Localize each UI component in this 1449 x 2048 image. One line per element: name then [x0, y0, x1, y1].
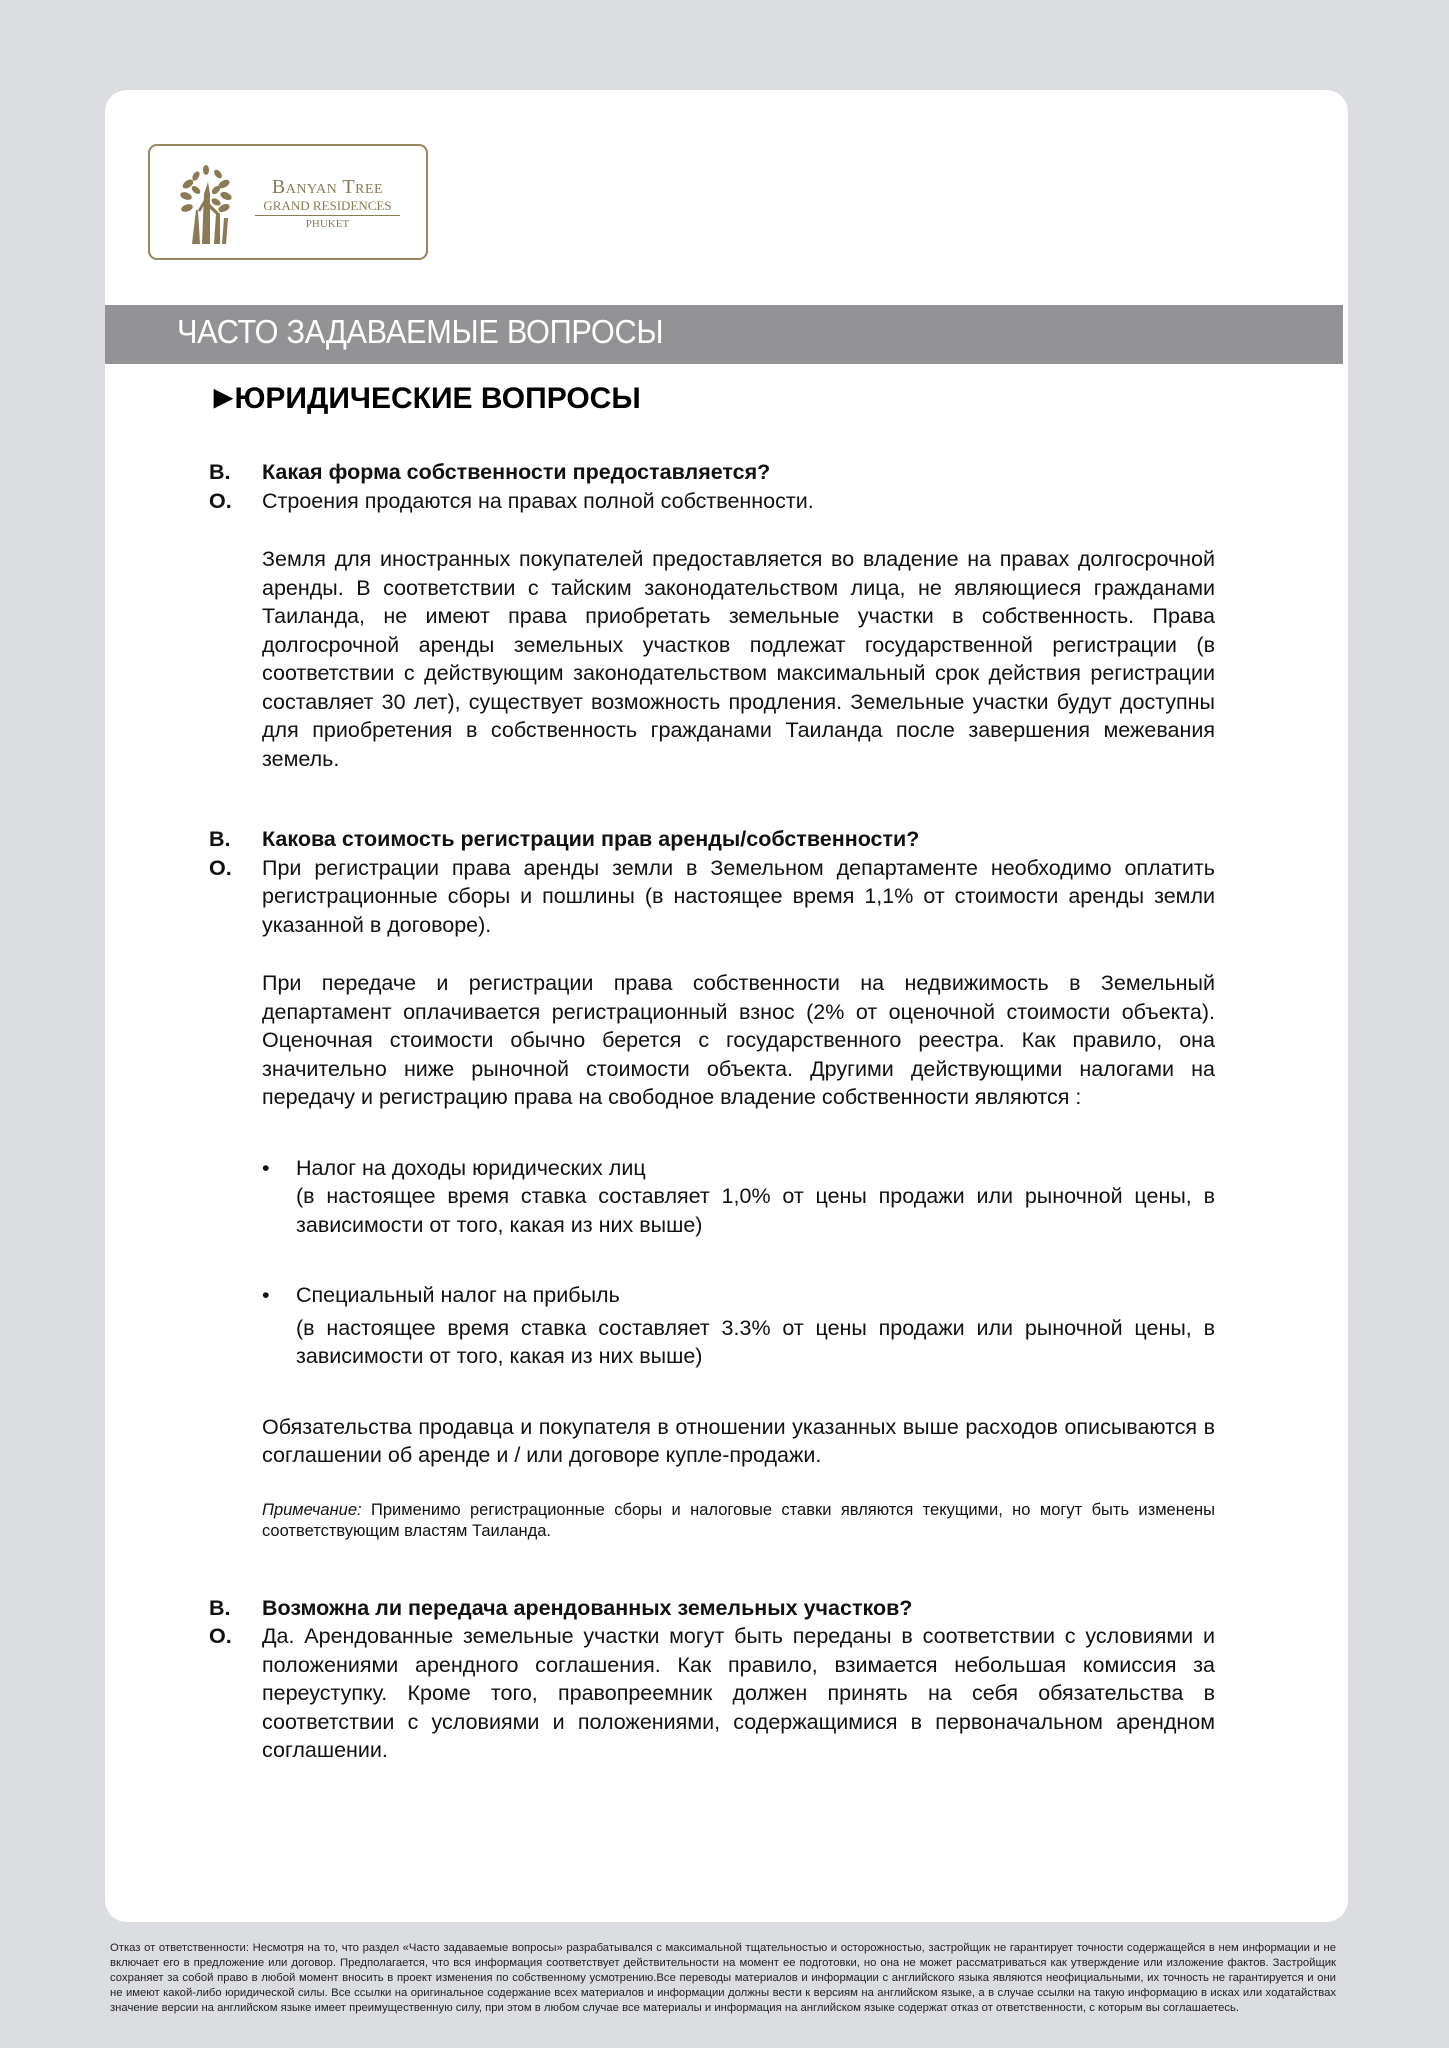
note-label: Примечание: — [262, 1500, 362, 1519]
disclaimer: Отказ от ответственности: Несмотря на то, что раздел «Часто задаваемые вопросы» разрабатывался с максимальной тщательностью и осторожностью, застройщик не гарантирует точности содержащейся в нем информации и не включает его в предложение или договор. Предполагается, что вся информация соответствует действительности на момент ее подготовки, но она не может рассматриваться как утверждение или изложение фактов. Застройщик сохраняет за собой право в любой момент вносить в проект изменения по собственному усмотрению.Все переводы материалов и информации с английского языка являются неофициальными, их точность не гарантируется и они не имеют какой-либо юридической силы. Все ссылки на оригинальное содержание всех материалов и информации должны вести к версиям на английском языке, а в случае ссылки на такую информацию в исках или ходатайствах значение версии на английском языке имеет преимущественную силу, при этом в любом случае все материалы и информация на английском языке содержат отказ от ответственности, с которым вы соглашаетесь. — [110, 1942, 1336, 2014]
logo-line-2: GRAND RESIDENCES — [255, 198, 400, 216]
question-text: Возможна ли передача арендованных земельных участков? — [262, 1595, 913, 1620]
triangle-right-icon: ▶ — [214, 384, 233, 411]
answer-closing: Обязательства продавца и покупателя в отношении указанных выше расходов описываются в соглашении об аренде и / или договоре купле-продажи. — [262, 1414, 1215, 1467]
note-text: Применимо регистрационные сборы и налоговые ставки являются текущими, но могут быть изменены соответствующим властям Таиланда. — [262, 1500, 1215, 1540]
bullet-icon: • — [262, 1283, 270, 1307]
bullet-detail: (в настоящее время ставка составляет 3.3% от цены продажи или рыночной цены, в зависимости от того, какая из них выше) — [296, 1315, 1215, 1368]
question-label: В. — [209, 1595, 231, 1620]
note — [262, 1500, 1215, 1542]
bullet-title: Специальный налог на прибыль — [296, 1283, 620, 1307]
section-heading — [214, 382, 641, 416]
answer-text: При регистрации права аренды земли в Земельном департаменте необходимо оплатить регистрационные сборы и пошлины (в настоящее время 1,1% от стоимости аренды земли указанной в договоре). — [262, 855, 1215, 937]
answer-paragraph: Земля для иностранных покупателей предоставляется во владение на правах долгосрочной аренды. В соответствии с тайским законодательством лица, не являющиеся гражданами Таиланда, не имеют права приобретать земельные участки в собственность. Права долгосрочной аренды земельных участков подлежат государственной регистрации (в соответствии с действующим законодательством максимальный срок действия регистрации составляет 30 лет), существует возможность продления. Земельные участки будут доступны для приобретения в собственность гражданами Таиланда после завершения межевания земель. — [262, 547, 1215, 771]
logo — [148, 144, 428, 260]
section-title: ЮРИДИЧЕСКИЕ ВОПРОСЫ — [234, 382, 641, 415]
banyan-tree-icon — [178, 164, 234, 244]
bullet-title: Налог на доходы юридических лиц — [296, 1155, 646, 1180]
page-banner — [105, 305, 1343, 364]
answer-paragraph: При передаче и регистрации права собственности на недвижимость в Земельный департамент оплачивается регистрационный взнос (2% от оценочной стоимости объекта). Оценочная стоимости обычно берется с государственного реестра. Как правило, она значительно ниже рыночной стоимости объекта. Другими действующими налогами на передачу и регистрацию права на свободное владение собственности являются : — [262, 971, 1215, 1109]
answer-text: Да. Арендованные земельные участки могут быть переданы в соответствии с условиями и положениями арендного соглашения. Как правило, взимается небольшая комиссия за переуступку. Кроме того, правопреемник должен принять на себя обязательства в соответствии с условиями и положениями, содержащимися в первоначальном арендном соглашении. — [262, 1624, 1215, 1762]
faq-question — [209, 1594, 1215, 1623]
answer-text: Строения продаются на правах полной собственности. — [262, 488, 814, 513]
faq-question — [209, 825, 1215, 854]
faq-answer — [209, 1622, 1215, 1765]
logo-wordmark — [255, 176, 400, 232]
logo-line-1: Banyan Tree — [271, 176, 384, 198]
answer-label: О. — [209, 488, 232, 513]
faq-question — [209, 458, 1215, 487]
bullet-icon: • — [262, 1155, 270, 1180]
bullet-detail: (в настоящее время ставка составляет 1,0% от цены продажи или рыночной цены, в зависимости от того, какая из них выше) — [296, 1184, 1215, 1237]
faq-content — [209, 458, 1215, 1765]
answer-label: О. — [209, 1624, 232, 1648]
answer-label: О. — [209, 855, 232, 880]
question-label: В. — [209, 827, 231, 851]
faq-answer — [209, 854, 1215, 940]
faq-answer — [209, 487, 1215, 516]
question-text: Какова стоимость регистрации прав аренды/собственности? — [262, 827, 920, 851]
bullet-item — [262, 1154, 1215, 1240]
question-label: В. — [209, 460, 231, 484]
question-text: Какая форма собственности предоставляется? — [262, 460, 771, 484]
bullet-item — [262, 1281, 1215, 1371]
logo-line-3: PHUKET — [305, 218, 350, 230]
banner-title: ЧАСТО ЗАДАВАЕМЫЕ ВОПРОСЫ — [177, 313, 664, 350]
